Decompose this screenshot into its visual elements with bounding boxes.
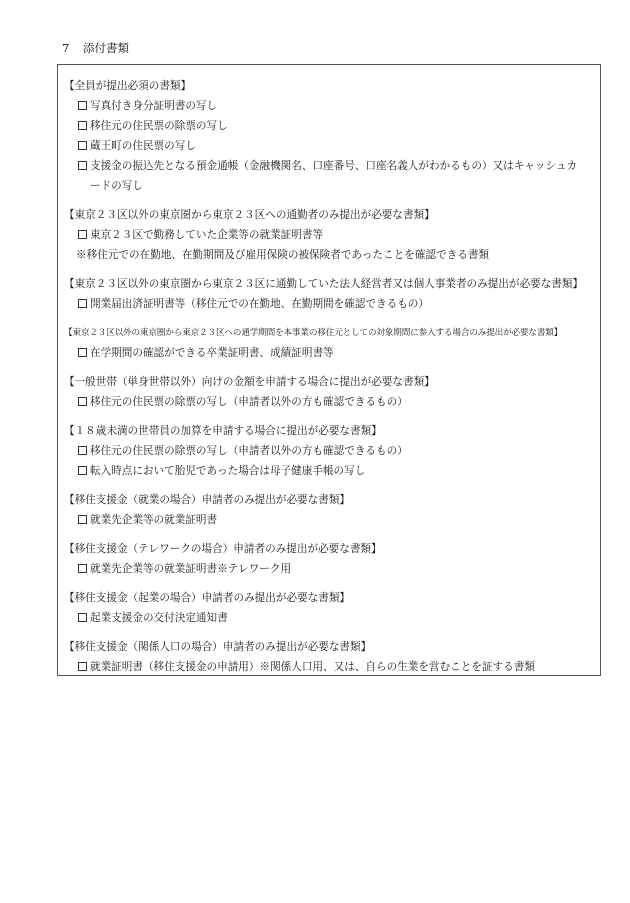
checkbox-icon[interactable] (78, 161, 87, 170)
list-item-text: 転入時点において胎児であった場合は母子健康手帳の写し (90, 465, 366, 477)
checkbox-icon[interactable] (78, 564, 87, 573)
checkbox-icon[interactable] (78, 299, 87, 308)
list-item (66, 461, 600, 481)
list-item (66, 510, 600, 530)
list-item-text: 移住元の住民票の除票の写し（申請者以外の方も確認できるもの） (90, 396, 408, 408)
list-item-text: 就業先企業等の就業証明書※テレワーク用 (90, 563, 292, 575)
list-item (66, 116, 600, 136)
section-title: 【移住支援金（テレワークの場合）申請者のみ提出が必要な書類】 (64, 543, 382, 555)
list-item (66, 392, 600, 412)
section-title: 【移住支援金（関係人口の場合）申請者のみ提出が必要な書類】 (64, 641, 372, 653)
list-item-text: 写真付き身分証明書の写し (90, 100, 218, 112)
section-title: 【東京２３区以外の東京圏から東京２３区への通勤者のみ提出が必要な書類】 (64, 209, 435, 221)
list-item-text: 移住元の住民票の除票の写し（申請者以外の方も確認できるもの） (90, 445, 408, 457)
checkbox-icon[interactable] (78, 348, 87, 357)
checkbox-icon[interactable] (78, 397, 87, 406)
list-item (66, 156, 585, 196)
checkbox-icon[interactable] (78, 101, 87, 110)
section-minor-addition (66, 421, 600, 481)
list-item-text: 就業証明書（移住支援金の申請用）※関係人口用、又は、自らの生業を営むことを証する書類 (90, 661, 535, 673)
section-title: 【１８歳未満の世帯員の加算を申請する場合に提出が必要な書類】 (64, 425, 382, 437)
checkbox-icon[interactable] (78, 121, 87, 130)
list-item (66, 96, 600, 116)
list-item-text: 蔵王町の住民票の写し (90, 140, 196, 152)
checkbox-icon[interactable] (78, 662, 87, 671)
section-commuter (66, 205, 600, 265)
attached-documents-box (57, 64, 601, 676)
section-title: 【東京２３区以外の東京圏から東京２３区に通勤していた法人経営者又は個人事業者のみ提出が必要な書類】 (64, 278, 584, 290)
section-employment (66, 490, 600, 530)
checkbox-icon[interactable] (78, 446, 87, 455)
note-text: ※移住元での在勤地、在勤期間及び雇用保険の被保険者であったことを確認できる書類 (76, 249, 490, 261)
section-title: 【一般世帯（単身世帯以外）向けの金額を申請する場合に提出が必要な書類】 (64, 376, 435, 388)
section-startup (66, 588, 600, 628)
list-item (66, 294, 600, 314)
list-item-text: 起業支援金の交付決定通知書 (90, 612, 228, 624)
section-title: 【移住支援金（就業の場合）申請者のみ提出が必要な書類】 (64, 494, 351, 506)
list-item-text: 開業届出済証明書等（移住元での在勤地、在勤期間を確認できるもの） (90, 298, 429, 310)
section-title: 【東京２３区以外の東京圏から東京２３区への通学期間を本事業の移住元としての対象期間に参入する場合のみ提出が必要な書類】 (64, 328, 563, 338)
list-item (66, 657, 600, 677)
list-item (66, 441, 600, 461)
section-business-owner (66, 274, 600, 314)
section-telework (66, 539, 600, 579)
section-heading-label: 添付書類 (83, 41, 129, 55)
section-student (66, 323, 600, 363)
section-number: 7 (62, 41, 70, 55)
section-title: 【全員が提出必須の書類】 (64, 80, 192, 92)
list-item (66, 608, 600, 628)
section-all-applicants (66, 76, 600, 196)
list-item-text: 東京２３区で勤務していた企業等の就業証明書等 (90, 229, 324, 241)
list-item-text: 在学期間の確認ができる卒業証明書、成績証明書等 (90, 347, 334, 359)
checkbox-icon[interactable] (78, 230, 87, 239)
list-item (66, 559, 600, 579)
section-general-household (66, 372, 600, 412)
list-item (66, 225, 600, 245)
section-heading (62, 40, 129, 56)
checkbox-icon[interactable] (78, 466, 87, 475)
list-item-text: 支援金の振込先となる預金通帳（金融機関名、口座番号、口座名義人がわかるもの）又はキャッシュカードの写し (90, 160, 578, 192)
list-item (66, 136, 600, 156)
section-title: 【移住支援金（起業の場合）申請者のみ提出が必要な書類】 (64, 592, 351, 604)
section-related-population (66, 637, 600, 677)
list-item (66, 343, 600, 363)
checkbox-icon[interactable] (78, 515, 87, 524)
list-item-text: 移住元の住民票の除票の写し (90, 120, 228, 132)
checkbox-icon[interactable] (78, 613, 87, 622)
checkbox-icon[interactable] (78, 141, 87, 150)
list-item-text: 就業先企業等の就業証明書 (90, 514, 218, 526)
